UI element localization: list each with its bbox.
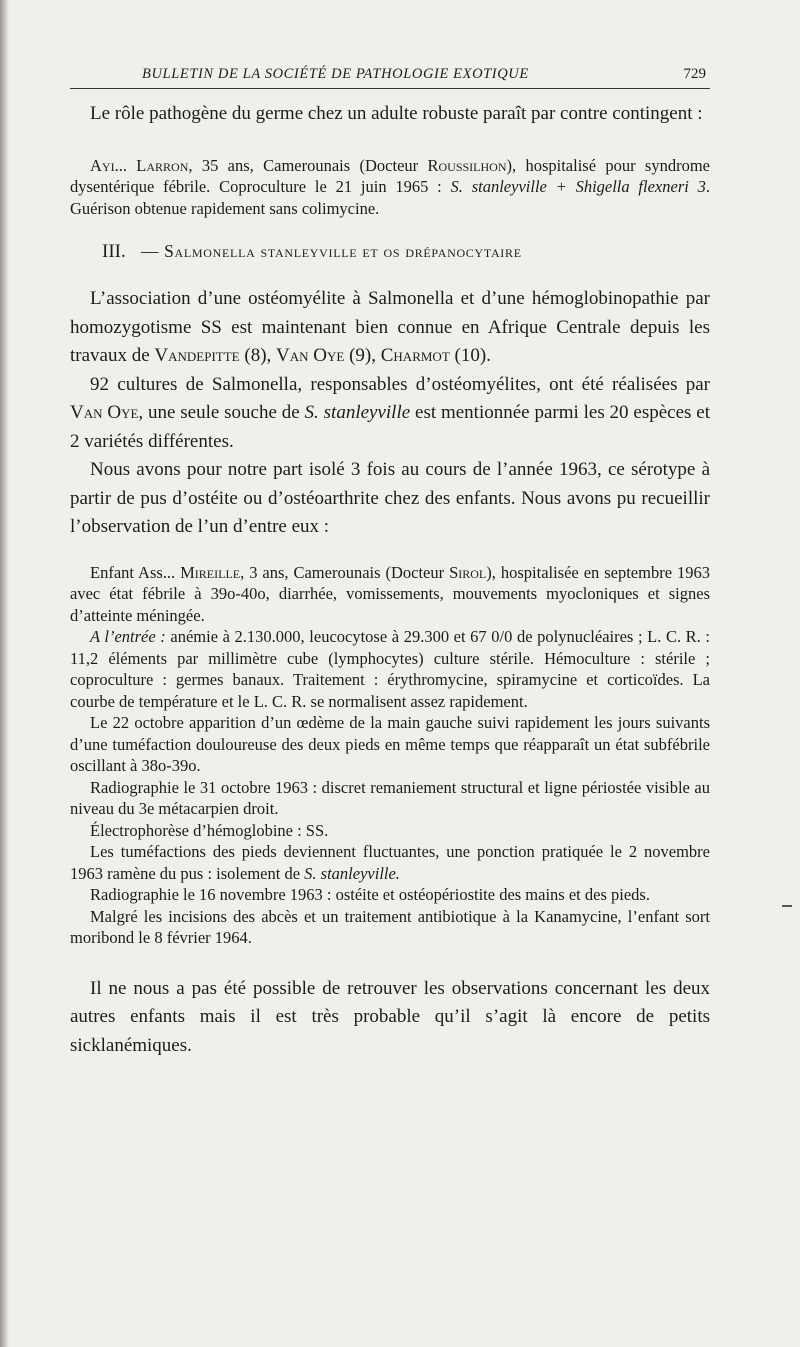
- case-mireille-oedema: Le 22 octobre apparition d’un œdème de la main gauche suivi rapidement les jours suivants d’une tuméfaction douloureuse des deux pieds en même temps que réapparaît un état subfébrile oscillant à 38o-39o.: [70, 713, 710, 775]
- case-mireille-prefix: Enfant Ass...: [90, 562, 181, 582]
- cultures-organism: S. stanleyville: [304, 402, 411, 423]
- cultures-text-1: 92 cultures de Salmonella, responsables d’ostéomyélites, ont été réalisées par: [90, 373, 710, 395]
- running-title: BULLETIN DE LA SOCIÉTÉ DE PATHOLOGIE EXOTIQUE: [142, 66, 529, 82]
- cultures-author: Van Oye: [70, 402, 139, 423]
- author-van-oye: Van Oye: [276, 345, 345, 366]
- admission-text: anémie à 2.130.000, leucocytose à 29.300 et 67 0/0 de polynucléaires ; L. C. R. : 11,2 éléments par millimètre cube (lymphocytes) culture stérile. Hémoculture : stérile ; coproculture : germes banaux. Traitement : érythromycine, spiramycine et corticoïdes. La courbe de température et le L. C. R. se normalisent assez rapidement.: [70, 627, 710, 711]
- admission-lead: A l’entrée :: [90, 627, 166, 646]
- association-paragraph: [70, 285, 710, 371]
- association-text-1: L’association d’une ostéomyélite à Salmonella et d’une hémoglobinopathie par homozygotisme SS est maintenant bien connue en Afrique Centrale depuis les travaux de: [70, 288, 710, 366]
- case-ayi-text-2: ), hospitalisé pour syndrome dysentérique fébrile. Coproculture le 21 juin 1965 :: [70, 155, 711, 196]
- intro-paragraph: Le rôle pathogène du germe chez un adulte robuste paraît par contre contingent :: [90, 103, 703, 124]
- case-mireille-radiography-1: Radiographie le 31 octobre 1963 : discret remaniement structural et ligne périostée visible au niveau du 3e métacarpien droit.: [70, 777, 710, 818]
- author-vandepitte: Vandepitte: [154, 345, 240, 366]
- cultures-paragraph: [70, 371, 710, 457]
- case-mireille-doctor: Sirol: [449, 562, 487, 582]
- section-title: Salmonella stanleyville et os drépanocytaire: [164, 241, 522, 261]
- cultures-text-3: est mentionnée parmi les 20 espèces et 2 variétés différentes.: [70, 402, 710, 452]
- case-mireille-puncture: [70, 841, 710, 884]
- margin-mark: [782, 905, 792, 907]
- association-text-4: (10).: [449, 345, 491, 366]
- case-ayi-paragraph: [70, 155, 710, 220]
- case-mireille-name: Mireille: [180, 562, 241, 582]
- case-ayi-prefix: Ayi...: [90, 155, 137, 175]
- author-charmot: Charmot: [380, 345, 450, 366]
- page-number: 729: [683, 66, 706, 82]
- case-ayi-doctor: Roussilhon: [427, 155, 507, 175]
- page-header: [70, 62, 710, 89]
- case-mireille-outcome: Malgré les incisions des abcès et un traitement antibiotique à la Kanamycine, l’enfant sort moribond le 8 février 1964.: [70, 906, 710, 947]
- section-dash: —: [140, 241, 160, 261]
- section-number: III.: [102, 241, 126, 262]
- puncture-text: Les tuméfactions des pieds deviennent fluctuantes, une ponction pratiquée le 2 novembre 1963 ramène du pus : isolement de: [70, 842, 710, 883]
- association-text-2: (8),: [239, 345, 277, 366]
- case-mireille-text-1: , 3 ans, Camerounais (Docteur: [240, 562, 450, 582]
- case-ayi-text-3: . Guérison obtenue rapidement sans colimycine.: [70, 177, 710, 218]
- page-edge-shadow: [0, 0, 9, 1347]
- closing-paragraph: Il ne nous a pas été possible de retrouver les observations concernant les deux autres enfants mais il est très probable qu’il s’agit là encore de petits sicklanémiques.: [70, 977, 710, 1056]
- section-heading: [70, 241, 710, 263]
- case-mireille-text-2: ), hospitalisée en septembre 1963 avec état fébrile à 39o-40o, diarrhée, vomissements, mouvements myocloniques et signes d’atteinte méningée.: [70, 562, 710, 625]
- case-ayi-text-1: , 35 ans, Camerounais (Docteur: [188, 155, 428, 175]
- case-mireille-admission: [70, 626, 710, 712]
- case-mireille-radiography-2: Radiographie le 16 novembre 1963 : ostéite et ostéopériostite des mains et des pieds.: [90, 885, 650, 904]
- isolation-paragraph: Nous avons pour notre part isolé 3 fois au cours de l’année 1963, ce sérotype à partir de pus d’ostéite ou d’ostéoarthrite chez des enfants. Nous avons pu recueillir l’observation de l’un d’entre eux :: [70, 459, 710, 537]
- case-mireille-intro: [70, 562, 710, 627]
- case-ayi-name: Larron: [136, 155, 189, 175]
- cultures-text-2: , une seule souche de: [138, 402, 305, 423]
- case-ayi-organisms: S. stanleyville + Shigella flexneri 3: [450, 177, 706, 196]
- page-content: [70, 100, 710, 1060]
- association-text-3: (9),: [344, 345, 381, 366]
- case-mireille-electrophoresis: Électrophorèse d’hémoglobine : SS.: [90, 820, 329, 840]
- puncture-organism: S. stanleyville.: [304, 863, 400, 883]
